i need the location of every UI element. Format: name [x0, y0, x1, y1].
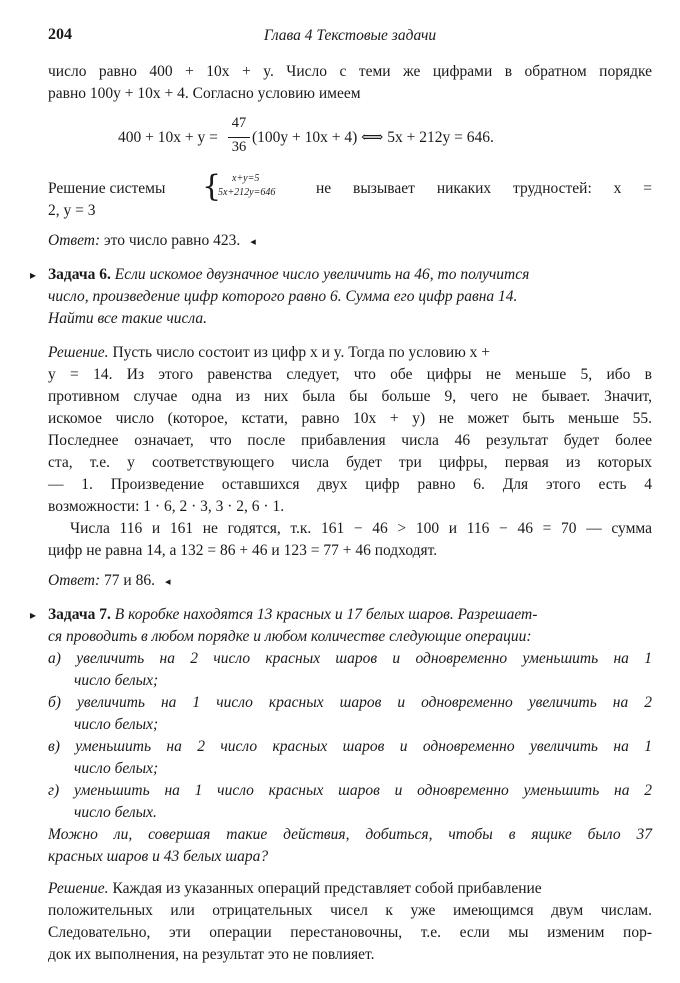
running-title: Глава 4 Текстовые задачи — [263, 27, 437, 44]
solution6-line: возможности: 1 · 6, 2 · 3, 3 · 2, 6 · 1. — [48, 498, 285, 515]
solution6-line: y = 14. Из этого равенства следует, что обе цифры не меньше 5, ибо в — [48, 366, 652, 383]
answer-line — [48, 571, 170, 592]
solution6-line: противном случае одна из них была бы больше 9, чего не бывает. Значит, — [48, 388, 652, 405]
text-line: 2, y = 3 — [48, 202, 96, 219]
task7-line: Задача 7. В коробке находятся 13 красных и 17 белых шаров. Разрешает- — [48, 606, 538, 623]
task7-line: красных шаров и 43 белых шара? — [48, 848, 269, 865]
task7-line: ся проводить в любом порядке и любом количестве следующие операции: — [48, 628, 532, 645]
text-line: число равно 400 + 10x + y. Число с теми же цифрами в обратном порядке — [48, 63, 652, 80]
task7-option: б) увеличить на 1 число красных шаров и одновременно увеличить на 2 — [48, 694, 652, 711]
text-line: равно 100y + 10x + 4. Согласно условию имеем — [48, 85, 361, 102]
task7-option: г) уменьшить на 1 число красных шаров и одновременно уменьшить на 2 — [48, 782, 652, 799]
task6-label: Задача 6. — [48, 266, 111, 283]
answer-text: 77 и 86. — [100, 572, 155, 589]
solution-label: Решение. — [48, 344, 109, 361]
answer-label: Ответ: — [48, 232, 101, 249]
solution6-line: цифр не равна 14, а 132 = 86 + 46 и 123 = 77 + 46 подходят. — [48, 542, 438, 559]
task7-option: число белых. — [74, 804, 157, 821]
task6-line: Задача 6. Если искомое двузначное число увеличить на 46, то получится — [48, 266, 530, 283]
solution7-line: док их выполнения, на результат это не повлияет. — [48, 946, 375, 963]
solution6-line: — 1. Произведение оставшихся двух цифр равно 6. Для этого есть 4 — [48, 476, 652, 493]
page-header — [48, 26, 652, 48]
system-equation-bottom: 5x+212y=646 — [218, 187, 276, 198]
task7-label: Задача 7. — [48, 606, 111, 623]
task7-option: число белых; — [74, 716, 159, 733]
system-brace: { — [202, 169, 222, 204]
text-segment: не вызывает никаких трудностей: x = — [316, 180, 652, 197]
task-marker-icon: ▸ — [30, 608, 37, 622]
equation-right: (100y + 10x + 4) ⟺ 5x + 212y = 646. — [252, 129, 494, 146]
solution7-line: Решение. Каждая из указанных операций представляет собой прибавление — [48, 880, 542, 897]
task7-line: Можно ли, совершая такие действия, добиться, чтобы в ящике было 37 — [48, 826, 652, 843]
end-of-solution-icon: ◂ — [250, 236, 256, 248]
task6-line: число, произведение цифр которого равно 6. Сумма его цифр равна 14. — [48, 288, 518, 305]
task-marker-icon: ▸ — [30, 268, 37, 282]
solution6-line: Последнее означает, что после прибавления числа 46 результат будет более — [48, 432, 652, 449]
solution-label: Решение. — [48, 880, 109, 897]
task7-option: в) уменьшить на 2 число красных шаров и одновременно увеличить на 1 — [48, 738, 652, 755]
fraction-numerator: 47 — [231, 115, 247, 131]
task7-option: число белых; — [74, 760, 159, 777]
system-equation-top: x+y=5 — [232, 173, 260, 184]
answer-label: Ответ: — [48, 572, 101, 589]
solution7-line: Следовательно, эти операции перестановочны, т.е. если мы изменим пор- — [48, 924, 652, 941]
page-number: 204 — [48, 26, 72, 43]
task7-option: число белых; — [74, 672, 159, 689]
equation-left: 400 + 10x + y = — [118, 129, 218, 146]
text-segment: Решение системы — [48, 180, 166, 197]
task6-line: Найти все такие числа. — [48, 310, 207, 327]
solution6-line: искомое число (которое, кстати, равно 10x + y) не может быть меньше 55. — [48, 410, 652, 427]
fraction-denominator: 36 — [231, 139, 247, 155]
solution6-line: Числа 116 и 161 не годятся, т.к. 161 − 46 > 100 и 116 − 46 = 70 — сумма — [70, 520, 652, 537]
end-of-solution-icon: ◂ — [164, 576, 171, 588]
task7-option: а) увеличить на 2 число красных шаров и одновременно уменьшить на 1 — [48, 650, 652, 667]
answer-line — [48, 231, 256, 252]
solution6-line: Решение. Пусть число состоит из цифр x и y. Тогда по условию x + — [48, 344, 491, 361]
solution6-line: ста, т.е. у соответствующего числа будет три цифры, первая из которых — [48, 454, 652, 471]
fraction-bar — [228, 137, 250, 138]
solution7-line: положительных или отрицательных чисел к уже имеющимся двум числам. — [48, 902, 652, 919]
answer-text: это число равно 423. — [100, 232, 241, 249]
